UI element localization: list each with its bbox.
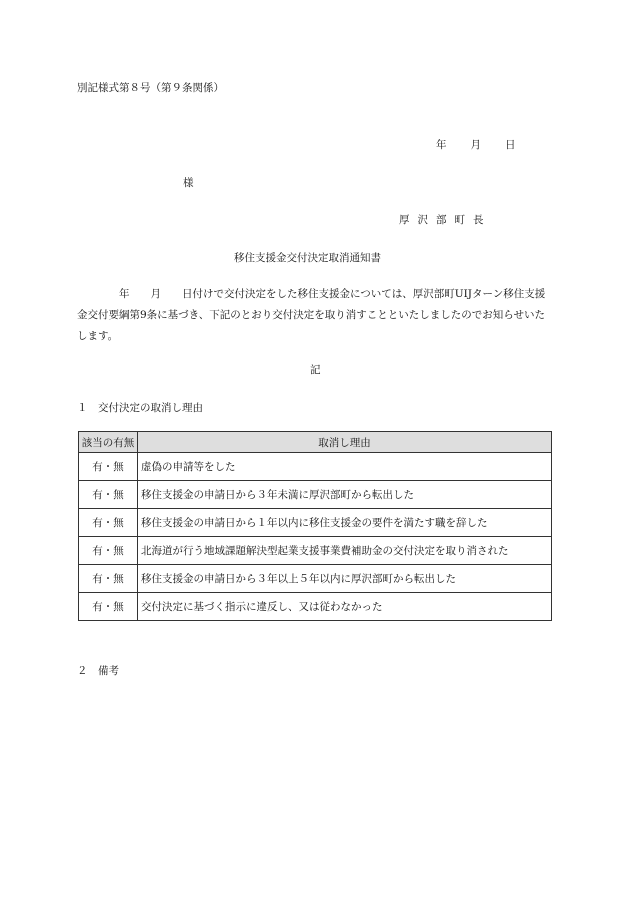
- table-row: [79, 537, 552, 565]
- form-number: 別記様式第８号（第９条関係）: [77, 82, 224, 94]
- header-status: 該当の有無: [79, 432, 138, 453]
- date-year-label: 年: [436, 139, 447, 151]
- header-reason: 取消し理由: [138, 432, 552, 453]
- date-day-label: 日: [505, 139, 516, 151]
- row-reason: 移住支援金の申請日から３年未満に厚沢部町から転出した: [138, 481, 552, 509]
- table-header-row: [79, 432, 552, 453]
- sender-name: 厚沢部町長: [399, 214, 492, 226]
- document-title: 移住支援金交付決定取消通知書: [234, 252, 381, 264]
- row-status: 有・無: [79, 565, 138, 593]
- section2-heading: ２ 備考: [77, 665, 119, 677]
- section1-heading: １ 交付決定の取消し理由: [77, 402, 203, 414]
- row-reason: 移住支援金の申請日から３年以上５年以内に厚沢部町から転出した: [138, 565, 552, 593]
- table-row: [79, 453, 552, 481]
- date-line: [436, 137, 516, 152]
- row-status: 有・無: [79, 453, 138, 481]
- table-row: [79, 565, 552, 593]
- date-month-label: 月: [470, 139, 481, 151]
- reasons-table: [78, 431, 552, 621]
- table-row: [79, 593, 552, 621]
- row-reason: 虚偽の申請等をした: [138, 453, 552, 481]
- row-status: 有・無: [79, 593, 138, 621]
- row-reason: 移住支援金の申請日から１年以内に移住支援金の要件を満たす職を辞した: [138, 509, 552, 537]
- table-row: [79, 481, 552, 509]
- addressee-suffix: 様: [183, 177, 194, 189]
- row-status: 有・無: [79, 481, 138, 509]
- row-status: 有・無: [79, 537, 138, 565]
- row-status: 有・無: [79, 509, 138, 537]
- body-paragraph: 年 月 日付けで交付決定をした移住支援金については、厚沢部町UIJターン移住支援金交付要綱第9条に基づき、下記のとおり交付決定を取り消すことといたしましたのでお知らせいたします。: [77, 288, 546, 342]
- row-reason: 北海道が行う地域課題解決型起業支援事業費補助金の交付決定を取り消された: [138, 537, 552, 565]
- row-reason: 交付決定に基づく指示に違反し、又は従わなかった: [138, 593, 552, 621]
- ki-heading: 記: [310, 364, 321, 376]
- table-row: [79, 509, 552, 537]
